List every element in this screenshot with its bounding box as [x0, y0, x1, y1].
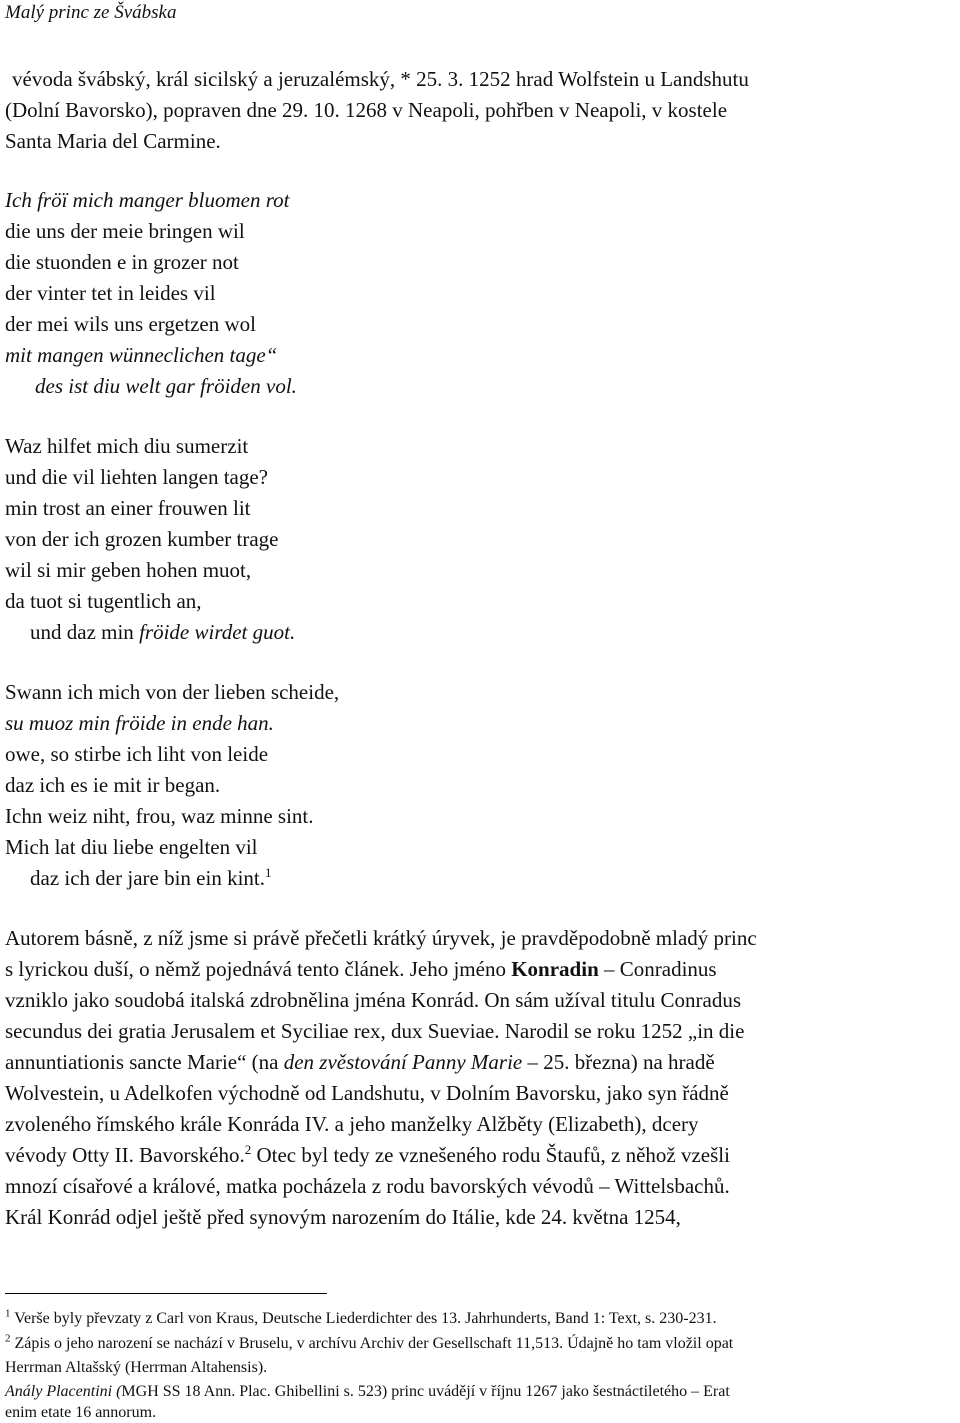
poem-line: Ichn weiz niht, frou, waz minne sint.	[5, 804, 314, 828]
poem-line: der mei wils uns ergetzen wol	[5, 312, 256, 336]
poem-line: von der ich grozen kumber trage	[5, 527, 279, 551]
footnote-2-cont: enim etate 16 annorum.	[5, 1404, 157, 1421]
body-line: secundus dei gratia Jerusalem et Syciliae rex, dux Sueviae. Narodil se roku 1252 „in die	[5, 1019, 745, 1043]
footnote-1: $^1$ Verše byly převzaty z Carl von Kraus, Deutsche Liederdichter des 13. Jahrhunderts, Band 1: Text, s. 230-231.	[5, 1307, 717, 1327]
name-konradin: Konradin	[511, 957, 599, 981]
poem-line: Swann ich mich von der lieben scheide,	[5, 680, 340, 704]
poem-line: daz ich der jare bin ein kint.$^1$	[30, 865, 272, 890]
intro-line: (Dolní Bavorsko), popraven dne 29. 10. 1268 v Neapoli, pohřben v Neapoli, v kostele	[5, 98, 728, 122]
body-line: Wolvestein, u Adelkofen východně od Landshutu, v Dolním Bavorsku, jako syn řádně	[5, 1081, 729, 1105]
poem-line: des ist diu welt gar fröiden vol.	[35, 374, 297, 398]
body-line: mnozí císařové a králové, matka pocházela z rodu bavorských vévodů – Wittelsbachů.	[5, 1174, 730, 1198]
poem-line: owe, so stirbe ich liht von leide	[5, 742, 269, 766]
footnote-2: $^2$ Zápis o jeho narození se nachází v Bruselu, v archívu Archiv der Gesellschaft 11,513. Údajně ho tam vložil opat	[5, 1332, 734, 1352]
body-line: s lyrickou duší, o němž pojednává tento článek. Jeho jméno Konradin – Conradinus	[5, 957, 717, 981]
body-line: zvoleného římského krále Konráda IV. a jeho manželky Alžběty (Elizabeth), dcery	[5, 1112, 699, 1136]
body-line: Král Konrád odjel ještě před synovým narozením do Itálie, kde 24. května 1254,	[5, 1205, 681, 1229]
body-line: annuntiationis sancte Marie“ (na den zvěstování Panny Marie – 25. března) na hradě	[5, 1050, 715, 1074]
footnote-2-cont: Anály Placentini (MGH SS 18 Ann. Plac. Ghibellini s. 523) princ uvádějí v říjnu 1267 jako šestnáctiletého – Erat	[5, 1383, 730, 1400]
body-line: Autorem básně, z níž jsme si právě přečetli krátký úryvek, je pravděpodobně mladý princ	[5, 926, 757, 950]
poem-line: und daz min fröide wirdet guot.	[30, 620, 296, 644]
poem-line: Waz hilfet mich diu sumerzit	[5, 434, 249, 458]
intro-line: vévoda švábský, král sicilský a jeruzalémský, * 25. 3. 1252 hrad Wolfstein u Landshutu	[12, 67, 749, 91]
body-line: vzniklo jako soudobá italská zdrobnělina jména Konrád. On sám užíval titulu Conradus	[5, 988, 742, 1012]
footnote-ref[interactable]: 1	[265, 865, 272, 880]
poem-line: min trost an einer frouwen lit	[5, 496, 251, 520]
body-line: vévody Otty II. Bavorského.$^2$ Otec byl tedy ze vznešeného rodu Štaufů, z něhož vzešli	[5, 1142, 730, 1167]
poem-line: su muoz min fröide in ende han.	[5, 711, 274, 735]
poem-line: der vinter tet in leides vil	[5, 281, 216, 305]
poem-line: mit mangen wünneclichen tage“	[5, 343, 278, 367]
poem-line: die uns der meie bringen wil	[5, 219, 245, 243]
intro-line: Santa Maria del Carmine.	[5, 129, 221, 153]
footnote-separator	[5, 1293, 327, 1294]
footnote-ref[interactable]: 2	[244, 1142, 252, 1157]
poem-line: und die vil liehten langen tage?	[5, 465, 268, 489]
poem-line: die stuonden e in grozer not	[5, 250, 239, 274]
poem-line: Ich fröï mich manger bluomen rot	[5, 188, 290, 212]
footnote-2-cont: Herrman Altašský (Herrman Altahensis).	[5, 1359, 268, 1376]
poem-line: wil si mir geben hohen muot,	[5, 558, 252, 582]
poem-line: Mich lat diu liebe engelten vil	[5, 835, 258, 859]
poem-line: daz ich es ie mit ir began.	[5, 773, 221, 797]
poem-line: da tuot si tugentlich an,	[5, 589, 202, 613]
page-header-title: Malý princ ze Švábska	[5, 2, 177, 23]
